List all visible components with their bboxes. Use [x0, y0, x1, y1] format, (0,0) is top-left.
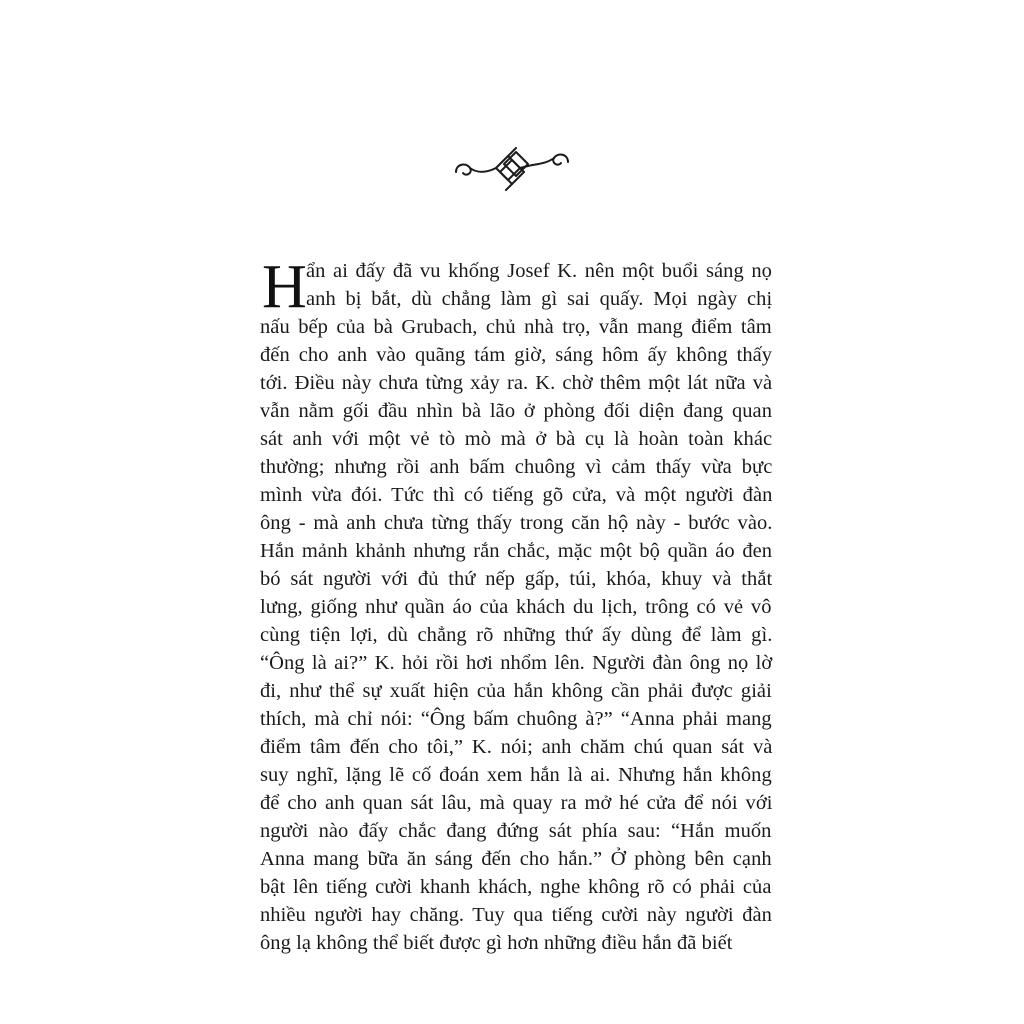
text-line-21: người nào đấy chắc đang đứng sát phía sau: “Hắn muốn: [260, 820, 772, 842]
text-line-10: ông - mà anh chưa từng thấy trong căn hộ này - bước vào.: [260, 512, 773, 534]
text-line-16: đi, như thể sự xuất hiện của hắn không cần phải được giải: [260, 680, 772, 702]
text-line-18: điểm tâm đến cho tôi,” K. nói; anh chăm chú quan sát và: [260, 736, 773, 758]
text-line-6: vẫn nằm gối đầu nhìn bà lão ở phòng đối diện đang quan: [260, 400, 773, 422]
text-line-2: anh bị bắt, dù chẳng làm gì sai quấy. Mọi ngày chị: [306, 288, 773, 310]
text-line-1: ẩn ai đấy đã vu khống Josef K. nên một buổi sáng nọ: [306, 260, 772, 282]
text-line-7: sát anh với một vẻ tò mò mà ở bà cụ là hoàn toàn khác: [260, 428, 773, 450]
text-line-20: để cho anh quan sát lâu, mà quay ra mở hé cửa để nói với: [260, 792, 773, 814]
fleuron-ornament-icon: [452, 138, 572, 196]
text-line-24: nhiều người hay chăng. Tuy qua tiếng cười này người đàn: [260, 904, 772, 926]
text-line-4: đến cho anh vào quãng tám giờ, sáng hôm ấy không thấy: [260, 344, 773, 366]
text-line-9: mình vừa đói. Tức thì có tiếng gõ cửa, và một người đàn: [260, 484, 773, 506]
text-line-5: tới. Điều này chưa từng xảy ra. K. chờ thêm một lát nữa và: [260, 372, 773, 394]
text-line-22: Anna mang bữa ăn sáng đến cho hắn.” Ở phòng bên cạnh: [260, 848, 772, 870]
text-line-25: ông lạ không thể biết được gì hơn những điều hắn đã biết: [260, 932, 733, 954]
text-line-23: bật lên tiếng cười khanh khách, nghe không rõ có phải của: [260, 876, 772, 898]
text-line-8: thường; nhưng rồi anh bấm chuông vì cảm thấy vừa bực: [260, 456, 773, 478]
text-line-14: cùng tiện lợi, dù chẳng rõ những thứ ấy dùng để làm gì.: [260, 624, 773, 646]
text-line-3: nấu bếp của bà Grubach, chủ nhà trọ, vẫn mang điểm tâm: [260, 316, 772, 338]
drop-cap: H: [262, 253, 307, 321]
text-line-19: suy nghĩ, lặng lẽ cố đoán xem hắn là ai. Nhưng hắn không: [260, 764, 772, 786]
text-line-12: bó sát người với đủ thứ nếp gấp, túi, khóa, khuy và thắt: [260, 568, 773, 590]
text-line-11: Hắn mảnh khảnh nhưng rắn chắc, mặc một bộ quần áo đen: [260, 540, 773, 562]
text-line-13: lưng, giống như quần áo của khách du lịch, trông có vẻ vô: [260, 596, 772, 618]
text-line-15: “Ông là ai?” K. hỏi rồi hơi nhổm lên. Người đàn ông nọ lờ: [260, 652, 773, 674]
text-line-17: thích, mà chỉ nói: “Ông bấm chuông à?” “Anna phải mang: [260, 708, 772, 730]
